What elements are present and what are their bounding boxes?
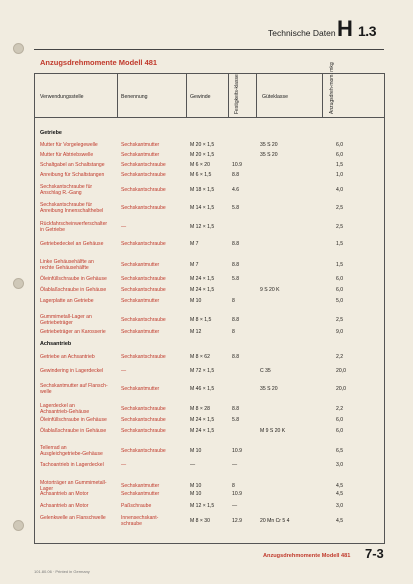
row-torque: 1,0	[336, 172, 344, 178]
row-torque: 6,0	[336, 276, 344, 282]
row-location: Motorträger an Gummimetall-	[40, 480, 107, 486]
row-strength-class: 8.8	[232, 406, 240, 412]
row-designation: Sechskantschraube	[121, 172, 166, 178]
row-thread: M 18 × 1,5	[190, 187, 215, 193]
row-thread: M 7	[190, 241, 199, 247]
row-strength-class: 8	[232, 483, 235, 489]
row-location: Anschlag R.-Gang	[40, 190, 82, 197]
row-location: Lagerplatte an Getriebe	[40, 298, 94, 304]
row-torque: 9,0	[336, 329, 344, 335]
row-location: welle	[40, 389, 52, 396]
row-location: in Getriebe	[40, 227, 65, 234]
row-thread: M 10	[190, 483, 202, 489]
row-torque: 3,0	[336, 462, 344, 468]
row-torque: 3,0	[336, 503, 344, 509]
row-location: rechte Gehäusehälfte	[40, 265, 89, 272]
row-designation: schraube	[121, 521, 142, 528]
row-location: Getriebeträger	[40, 320, 73, 327]
row-strength-class: 8.8	[232, 354, 240, 360]
row-thread: M 24 × 1,5	[190, 428, 215, 434]
row-location: Linke Gehäusehälfte an	[40, 259, 94, 265]
row-thread: M 10	[190, 448, 202, 454]
row-thread: M 24 × 1,5	[190, 287, 215, 293]
row-thread: M 14 × 1,5	[190, 205, 215, 211]
row-location: Achsantrieb-Gehäuse	[40, 409, 90, 416]
row-strength-class: 12.9	[232, 518, 242, 524]
row-designation: Sechskantmutter	[121, 262, 160, 268]
punch-hole	[13, 43, 24, 54]
punch-hole	[13, 278, 24, 289]
footer-title: Anzugsdrehmomente Modell 481	[263, 553, 351, 559]
row-designation: Sechskantmutter	[121, 483, 160, 489]
row-torque: 2,2	[336, 406, 344, 412]
header-code	[337, 16, 376, 42]
row-torque: 2,5	[336, 224, 344, 230]
row-location: Tachoantrieb in Lagerdeckel	[40, 462, 104, 468]
row-torque: 6,5	[336, 448, 344, 454]
section-heading: Getriebe	[40, 130, 62, 136]
print-note: 101.80.06 · Printed in Germany	[34, 569, 90, 574]
row-designation: Sechskantschraube	[121, 354, 166, 360]
row-location: Lager	[40, 486, 54, 493]
row-thread: M 46 × 1,5	[190, 386, 215, 392]
col-header-moment: Anzugsdreh-mom. mkg	[329, 62, 335, 114]
row-designation: Sechskantschraube	[121, 448, 166, 454]
row-location: Gewindering in Lagerdeckel	[40, 368, 104, 374]
row-strength-class: 10.9	[232, 162, 242, 168]
row-location: Öleinfüllschraube in Gehäuse	[40, 417, 107, 423]
page-title: Anzugsdrehmomente Modell 481	[40, 58, 158, 67]
punch-hole	[13, 520, 24, 531]
row-strength-class: 8.8	[232, 262, 240, 268]
row-strength-class: 8	[232, 329, 235, 335]
row-designation: Sechskantschraube	[121, 276, 166, 282]
row-torque: 6,0	[336, 287, 344, 293]
col-header-guete: Güteklasse	[262, 94, 288, 100]
row-torque: 4,5	[336, 483, 344, 489]
row-location: Getriebeträger an Karosserie	[40, 329, 106, 335]
row-designation: —	[121, 462, 127, 468]
row-thread: M 8 × 62	[190, 354, 210, 360]
row-torque: 4,5	[336, 491, 344, 497]
row-thread: M 6 × 1,5	[190, 172, 212, 178]
row-torque: 6,0	[336, 142, 344, 148]
row-designation: Sechskantschraube	[121, 205, 166, 211]
row-strength-class: 8.8	[232, 317, 240, 323]
row-thread: M 20 × 1,5	[190, 152, 215, 158]
row-quality-class: 35 S 20	[260, 142, 278, 148]
row-quality-class: 35 S 20	[260, 386, 278, 392]
row-thread: M 8 × 1,5	[190, 317, 212, 323]
row-location: Achsantrieb an Motor	[40, 491, 89, 497]
row-designation: Sechskantmutter	[121, 491, 160, 497]
row-designation: Sechskantschraube	[121, 187, 166, 193]
row-thread: M 8 × 28	[190, 406, 210, 412]
row-strength-class: 8.8	[232, 241, 240, 247]
row-location: Ölablaßschraube in Gehäuse	[40, 428, 107, 434]
row-torque: 1,5	[336, 241, 344, 247]
row-thread: M 24 × 1,5	[190, 276, 215, 282]
row-designation: Sechskantmutter	[121, 152, 160, 158]
row-strength-class: 10.9	[232, 491, 242, 497]
row-strength-class: 5.8	[232, 276, 240, 282]
header-bottom-rule	[34, 117, 385, 118]
row-thread: M 10	[190, 298, 202, 304]
row-thread: M 12 × 1,5	[190, 224, 215, 230]
row-designation: Sechskantmutter	[121, 329, 160, 335]
row-designation: Sechskantmutter	[121, 142, 160, 148]
column-divider	[256, 73, 257, 117]
row-location: Sechskantmutter auf Flansch-	[40, 383, 108, 389]
row-designation: Sechskantmutter	[121, 386, 160, 392]
row-thread: M 6 × 20	[190, 162, 210, 168]
row-designation: Sechskantschraube	[121, 417, 166, 423]
row-quality-class: C 35	[260, 368, 271, 374]
row-location: Rückfahrscheinwerferschalter	[40, 221, 108, 227]
row-location: Getriebe an Achsantrieb	[40, 354, 95, 360]
row-torque: 6,0	[336, 428, 344, 434]
row-location: Mutter für Abtriebswelle	[40, 152, 94, 158]
header-rule	[34, 49, 384, 50]
col-header-gewinde: Gewinde	[190, 94, 211, 100]
row-thread: M 12	[190, 329, 202, 335]
row-strength-class: 5.8	[232, 205, 240, 211]
row-designation: Sechskantschraube	[121, 241, 166, 247]
row-strength-class: —	[232, 462, 238, 468]
row-torque: 5,0	[336, 298, 344, 304]
row-thread: M 7	[190, 262, 199, 268]
row-strength-class: 8	[232, 298, 235, 304]
row-location: Tellerrad an	[40, 445, 67, 451]
row-thread: M 72 × 1,5	[190, 368, 215, 374]
row-quality-class: 20 Mn Cr 5 4	[260, 518, 290, 524]
header-code-number: 1.3	[358, 23, 376, 39]
row-location: Gummimetall-Lager an	[40, 314, 92, 320]
row-quality-class: M 9 S 20 K	[260, 428, 286, 434]
row-location: Öleinfüllschraube in Gehäuse	[40, 276, 107, 282]
page-number: 7-3	[365, 546, 384, 561]
row-location: Sechskantschraube für	[40, 184, 93, 190]
row-location: Anreibung Innenschalthebel	[40, 208, 104, 215]
row-designation: Paßschraube	[121, 503, 152, 509]
row-designation: —	[121, 224, 127, 230]
row-designation: Sechskantschraube	[121, 406, 166, 412]
row-thread: M 10	[190, 491, 202, 497]
row-designation: —	[121, 368, 127, 374]
row-torque: 1,5	[336, 262, 344, 268]
row-torque: 1,5	[336, 162, 344, 168]
row-location: Ölablaßschraube in Gehäuse	[40, 287, 107, 293]
row-torque: 2,5	[336, 205, 344, 211]
row-torque: 2,2	[336, 354, 344, 360]
row-designation: Sechskantschraube	[121, 287, 166, 293]
col-header-benennung: Benennung	[121, 94, 148, 100]
row-location: Lagerdeckel an	[40, 403, 75, 409]
row-thread: —	[190, 462, 196, 468]
row-thread: M 24 × 1,5	[190, 417, 215, 423]
row-location: Ausgleichgetriebe-Gehäuse	[40, 451, 103, 458]
row-designation: Innensechskant-	[121, 515, 159, 521]
col-header-festigkeit: Festigkeits-klasse	[234, 74, 240, 114]
row-location: Schaltgabel an Schaltstange	[40, 162, 105, 168]
header-code-letter: H	[337, 16, 353, 41]
row-torque: 6,0	[336, 417, 344, 423]
row-torque: 20,0	[336, 368, 346, 374]
row-quality-class: 35 S 20	[260, 152, 278, 158]
header-section: Technische Daten	[268, 28, 336, 38]
row-location: Achsantrieb an Motor	[40, 503, 89, 509]
column-divider	[117, 73, 118, 117]
col-header-stelle: Verwendungsstelle	[40, 94, 84, 100]
row-strength-class: —	[232, 503, 238, 509]
row-thread: M 12 × 1,5	[190, 503, 215, 509]
section-heading: Achsantrieb	[40, 341, 72, 347]
row-location: Anreibung für Schaltstangen	[40, 172, 105, 178]
row-strength-class: 4.6	[232, 187, 240, 193]
row-designation: Sechskantschraube	[121, 317, 166, 323]
row-designation: Sechskantschraube	[121, 428, 166, 434]
row-torque: 4,0	[336, 187, 344, 193]
row-designation: Sechskantschraube	[121, 162, 166, 168]
row-torque: 2,5	[336, 317, 344, 323]
row-torque: 4,5	[336, 518, 344, 524]
row-location: Sechskantschraube für	[40, 202, 93, 208]
column-divider	[228, 73, 229, 117]
row-designation: Sechskantmutter	[121, 298, 160, 304]
row-location: Getriebedeckel an Gehäuse	[40, 241, 104, 247]
row-thread: M 8 × 30	[190, 518, 210, 524]
row-torque: 6,0	[336, 152, 344, 158]
column-divider	[186, 73, 187, 117]
row-thread: M 20 × 1,5	[190, 142, 215, 148]
row-strength-class: 10.9	[232, 448, 242, 454]
row-location: Mutter für Vorgelegewelle	[40, 142, 98, 148]
row-torque: 20,0	[336, 386, 346, 392]
row-location: Gelenkwelle an Flanschwelle	[40, 515, 106, 521]
row-quality-class: 9 S 20 K	[260, 287, 280, 293]
column-divider	[322, 73, 323, 117]
row-strength-class: 8.8	[232, 172, 240, 178]
row-strength-class: 5.8	[232, 417, 240, 423]
